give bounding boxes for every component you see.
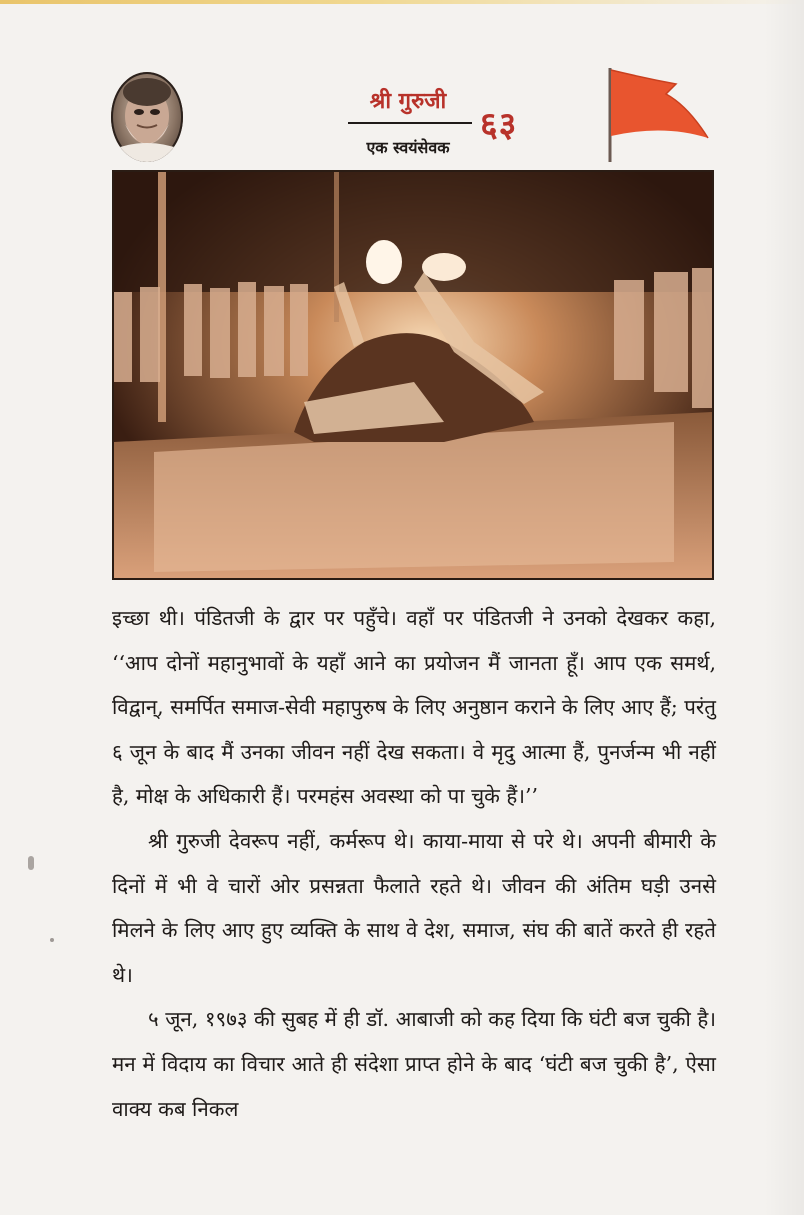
paragraph-1: इच्छा थी। पंडितजी के द्वार पर पहुँचे। वहाँ पर पंडितजी ने उनको देखकर कहा, ‘‘आप दोनों महानुभावों के यहाँ आने का प्रयोजन मैं जानता हूँ। आप एक समर्थ, विद्वान्, समर्पित समाज-सेवी महापुरुष के लिए अनुष्ठान कराने के लिए आए हैं; परंतु ६ जून के बाद मैं उनका जीवन नहीं देख सकता। वे मृदु आत्मा हैं, पुनर्जन्म भी नहीं है, मोक्ष के अधिकारी हैं। परमहंस अवस्था को पा चुके हैं।’’: [112, 606, 716, 809]
photo-scene: [114, 172, 712, 578]
paragraph-3: ५ जून, १९७३ की सुबह में ही डॉ. आबाजी को कह दिया कि घंटी बज चुकी है। मन में विदाय का विचार आते ही संदेशा प्राप्त होने के बाद ‘घंटी बज चुकी है’, ऐसा वाक्य कब निकल: [112, 1007, 716, 1121]
portrait-illustration: [111, 72, 183, 162]
header-divider: [348, 122, 472, 124]
page-number: ६३: [480, 105, 518, 145]
header-title: श्री गुरुजी: [369, 88, 447, 114]
saffron-flag-icon: [604, 64, 714, 164]
header-subtitle: एक स्वयंसेवक: [366, 138, 450, 157]
page-edge-shadow: [764, 0, 804, 1215]
page-top-strip: [0, 0, 804, 4]
scan-speck: [50, 938, 54, 942]
cremation-photo: [112, 170, 714, 580]
scan-speck: [28, 856, 34, 870]
paragraph-2: श्री गुरुजी देवरूप नहीं, कर्मरूप थे। काया-माया से परे थे। अपनी बीमारी के दिनों में भी वे चारों ओर प्रसन्नता फैलाते रहते थे। जीवन की अंतिम घड़ी उनसे मिलने के लिए आए हुए व्यक्ति के साथ वे देश, समाज, संघ की बातें करते ही रहते थे।: [112, 828, 716, 987]
portrait-photo: [111, 72, 183, 162]
body-text: [112, 596, 716, 1131]
